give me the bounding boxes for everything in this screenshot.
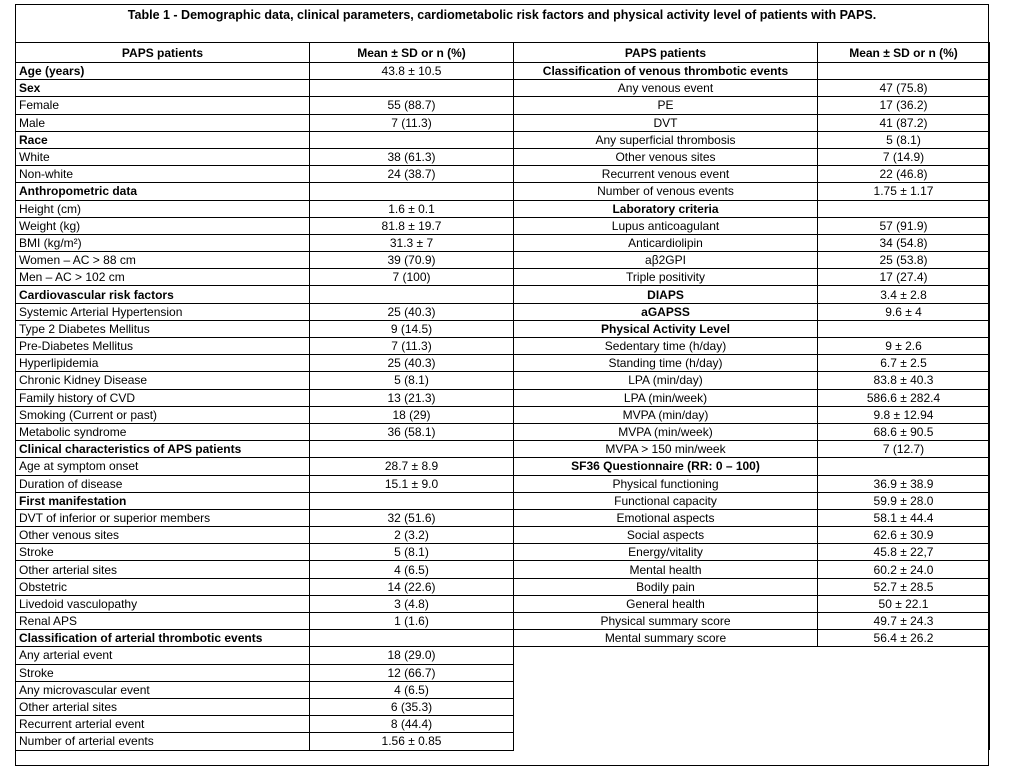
row-value-right: 3.4 ± 2.8 xyxy=(818,286,990,303)
row-value-right xyxy=(818,664,990,681)
row-value-right: 25 (53.8) xyxy=(818,252,990,269)
row-label-left: Family history of CVD xyxy=(16,389,310,406)
table-row xyxy=(16,114,990,131)
row-label-left: Cardiovascular risk factors xyxy=(16,286,310,303)
row-label-right xyxy=(514,664,818,681)
row-label-right: MVPA (min/week) xyxy=(514,423,818,440)
row-label-right: Number of venous events xyxy=(514,183,818,200)
table-row xyxy=(16,148,990,165)
row-value-right: 41 (87.2) xyxy=(818,114,990,131)
row-label-left: Clinical characteristics of APS patients xyxy=(16,441,310,458)
row-value-left: 36 (58.1) xyxy=(310,423,514,440)
row-value-right xyxy=(818,63,990,80)
table-row xyxy=(16,441,990,458)
row-label-left: Other arterial sites xyxy=(16,698,310,715)
table-row xyxy=(16,423,990,440)
row-value-right: 58.1 ± 44.4 xyxy=(818,509,990,526)
row-label-right xyxy=(514,733,818,750)
row-label-left: Height (cm) xyxy=(16,200,310,217)
row-value-right: 22 (46.8) xyxy=(818,166,990,183)
row-value-left: 14 (22.6) xyxy=(310,578,514,595)
row-label-right: Social aspects xyxy=(514,527,818,544)
row-value-right: 7 (12.7) xyxy=(818,441,990,458)
table-row xyxy=(16,320,990,337)
row-value-right: 57 (91.9) xyxy=(818,217,990,234)
row-value-left: 7 (11.3) xyxy=(310,338,514,355)
row-value-left: 28.7 ± 8.9 xyxy=(310,458,514,475)
table-row xyxy=(16,492,990,509)
table-row xyxy=(16,698,990,715)
row-label-right: Sedentary time (h/day) xyxy=(514,338,818,355)
row-value-right: 50 ± 22.1 xyxy=(818,595,990,612)
row-value-left: 5 (8.1) xyxy=(310,372,514,389)
row-value-right xyxy=(818,698,990,715)
demographics-table xyxy=(15,42,990,751)
row-label-right: DIAPS xyxy=(514,286,818,303)
table-row xyxy=(16,681,990,698)
table-row xyxy=(16,80,990,97)
row-value-right: 83.8 ± 40.3 xyxy=(818,372,990,389)
row-value-right: 62.6 ± 30.9 xyxy=(818,527,990,544)
row-label-right: Lupus anticoagulant xyxy=(514,217,818,234)
row-value-left xyxy=(310,441,514,458)
table-row xyxy=(16,63,990,80)
row-label-left: Systemic Arterial Hypertension xyxy=(16,303,310,320)
table-row xyxy=(16,544,990,561)
row-value-right: 45.8 ± 22,7 xyxy=(818,544,990,561)
row-label-left: Renal APS xyxy=(16,613,310,630)
row-label-right: MVPA > 150 min/week xyxy=(514,441,818,458)
row-value-left: 18 (29) xyxy=(310,406,514,423)
row-value-right xyxy=(818,716,990,733)
row-value-left: 31.3 ± 7 xyxy=(310,234,514,251)
row-value-left: 2 (3.2) xyxy=(310,527,514,544)
table-row xyxy=(16,458,990,475)
row-value-right: 17 (36.2) xyxy=(818,97,990,114)
row-label-right: Bodily pain xyxy=(514,578,818,595)
row-value-right: 68.6 ± 90.5 xyxy=(818,423,990,440)
row-value-right xyxy=(818,647,990,664)
row-value-right: 60.2 ± 24.0 xyxy=(818,561,990,578)
table-row xyxy=(16,389,990,406)
table-row xyxy=(16,234,990,251)
table-row xyxy=(16,355,990,372)
row-value-left: 18 (29.0) xyxy=(310,647,514,664)
row-label-right: Mental health xyxy=(514,561,818,578)
table-row xyxy=(16,578,990,595)
row-label-right: Physical functioning xyxy=(514,475,818,492)
row-label-left: Men – AC > 102 cm xyxy=(16,269,310,286)
row-label-right: Recurrent venous event xyxy=(514,166,818,183)
row-value-right xyxy=(818,320,990,337)
row-label-right: Anticardiolipin xyxy=(514,234,818,251)
row-value-left: 1.6 ± 0.1 xyxy=(310,200,514,217)
row-label-left: Smoking (Current or past) xyxy=(16,406,310,423)
row-label-right xyxy=(514,681,818,698)
header-left-value: Mean ± SD or n (%) xyxy=(310,43,514,63)
row-value-left: 43.8 ± 10.5 xyxy=(310,63,514,80)
row-value-left xyxy=(310,492,514,509)
row-value-left: 6 (35.3) xyxy=(310,698,514,715)
row-label-right: Any superficial thrombosis xyxy=(514,131,818,148)
row-label-right xyxy=(514,698,818,715)
row-label-left: Chronic Kidney Disease xyxy=(16,372,310,389)
table-row xyxy=(16,664,990,681)
row-label-left: Metabolic syndrome xyxy=(16,423,310,440)
row-label-left: Stroke xyxy=(16,664,310,681)
table-row xyxy=(16,303,990,320)
table-row xyxy=(16,183,990,200)
row-label-left: Age (years) xyxy=(16,63,310,80)
row-label-right: MVPA (min/day) xyxy=(514,406,818,423)
row-value-left xyxy=(310,131,514,148)
row-value-left xyxy=(310,630,514,647)
table-header-row xyxy=(16,43,990,63)
table-row xyxy=(16,630,990,647)
row-value-left: 7 (11.3) xyxy=(310,114,514,131)
row-label-right: LPA (min/day) xyxy=(514,372,818,389)
row-value-right xyxy=(818,681,990,698)
row-value-left: 38 (61.3) xyxy=(310,148,514,165)
row-value-left: 39 (70.9) xyxy=(310,252,514,269)
row-label-right: Functional capacity xyxy=(514,492,818,509)
row-label-right: Energy/vitality xyxy=(514,544,818,561)
row-label-left: Obstetric xyxy=(16,578,310,595)
row-value-left xyxy=(310,286,514,303)
row-label-right: Emotional aspects xyxy=(514,509,818,526)
table-row xyxy=(16,166,990,183)
row-value-right: 49.7 ± 24.3 xyxy=(818,613,990,630)
table-row xyxy=(16,200,990,217)
table-row xyxy=(16,252,990,269)
row-label-right: General health xyxy=(514,595,818,612)
row-label-right: Triple positivity xyxy=(514,269,818,286)
row-value-right xyxy=(818,200,990,217)
table-body xyxy=(16,63,990,751)
row-value-left: 25 (40.3) xyxy=(310,303,514,320)
row-label-right: Standing time (h/day) xyxy=(514,355,818,372)
row-label-left: Pre-Diabetes Mellitus xyxy=(16,338,310,355)
row-value-left: 24 (38.7) xyxy=(310,166,514,183)
row-value-right xyxy=(818,458,990,475)
table-row xyxy=(16,475,990,492)
row-value-right: 9.8 ± 12.94 xyxy=(818,406,990,423)
row-value-right: 1.75 ± 1.17 xyxy=(818,183,990,200)
row-value-left: 1.56 ± 0.85 xyxy=(310,733,514,750)
table-row xyxy=(16,131,990,148)
row-label-right: DVT xyxy=(514,114,818,131)
row-value-right: 6.7 ± 2.5 xyxy=(818,355,990,372)
row-label-left: Female xyxy=(16,97,310,114)
row-value-left xyxy=(310,183,514,200)
row-value-right: 59.9 ± 28.0 xyxy=(818,492,990,509)
table-row xyxy=(16,286,990,303)
row-value-left: 25 (40.3) xyxy=(310,355,514,372)
row-label-left: Age at symptom onset xyxy=(16,458,310,475)
row-label-right: aGAPSS xyxy=(514,303,818,320)
row-value-left: 15.1 ± 9.0 xyxy=(310,475,514,492)
row-label-left: Race xyxy=(16,131,310,148)
row-value-left: 32 (51.6) xyxy=(310,509,514,526)
row-label-left: Number of arterial events xyxy=(16,733,310,750)
row-label-left: Duration of disease xyxy=(16,475,310,492)
row-label-right: aβ2GPI xyxy=(514,252,818,269)
row-value-left: 3 (4.8) xyxy=(310,595,514,612)
header-left-label: PAPS patients xyxy=(16,43,310,63)
row-value-right: 5 (8.1) xyxy=(818,131,990,148)
row-label-right: Any venous event xyxy=(514,80,818,97)
row-label-right: Classification of venous thrombotic events xyxy=(514,63,818,80)
row-label-left: Any microvascular event xyxy=(16,681,310,698)
row-value-right: 36.9 ± 38.9 xyxy=(818,475,990,492)
row-label-left: Other arterial sites xyxy=(16,561,310,578)
row-label-left: Non-white xyxy=(16,166,310,183)
row-value-left: 5 (8.1) xyxy=(310,544,514,561)
table-row xyxy=(16,406,990,423)
table-row xyxy=(16,595,990,612)
table-title: Table 1 - Demographic data, clinical parameters, cardiometabolic risk factors and physical activity level of patients with PAPS. xyxy=(127,8,877,22)
row-label-right xyxy=(514,647,818,664)
row-value-right: 47 (75.8) xyxy=(818,80,990,97)
table-row xyxy=(16,509,990,526)
table-row xyxy=(16,527,990,544)
row-value-right: 34 (54.8) xyxy=(818,234,990,251)
row-label-left: DVT of inferior or superior members xyxy=(16,509,310,526)
table-row xyxy=(16,338,990,355)
row-label-right: Physical Activity Level xyxy=(514,320,818,337)
row-value-left: 8 (44.4) xyxy=(310,716,514,733)
row-value-left: 7 (100) xyxy=(310,269,514,286)
row-value-left: 81.8 ± 19.7 xyxy=(310,217,514,234)
table-row xyxy=(16,269,990,286)
row-label-right: LPA (min/week) xyxy=(514,389,818,406)
row-label-left: Other venous sites xyxy=(16,527,310,544)
row-value-right: 7 (14.9) xyxy=(818,148,990,165)
row-value-right xyxy=(818,733,990,750)
row-label-left: Anthropometric data xyxy=(16,183,310,200)
header-right-value: Mean ± SD or n (%) xyxy=(818,43,990,63)
row-label-right: Physical summary score xyxy=(514,613,818,630)
row-label-left: Any arterial event xyxy=(16,647,310,664)
row-label-left: Livedoid vasculopathy xyxy=(16,595,310,612)
row-value-left: 1 (1.6) xyxy=(310,613,514,630)
row-value-left: 55 (88.7) xyxy=(310,97,514,114)
row-label-left: Weight (kg) xyxy=(16,217,310,234)
row-label-left: Women – AC > 88 cm xyxy=(16,252,310,269)
row-label-left: Male xyxy=(16,114,310,131)
row-value-right: 17 (27.4) xyxy=(818,269,990,286)
row-value-left: 9 (14.5) xyxy=(310,320,514,337)
row-label-right: PE xyxy=(514,97,818,114)
row-label-left: BMI (kg/m²) xyxy=(16,234,310,251)
row-label-right: Mental summary score xyxy=(514,630,818,647)
row-value-left: 4 (6.5) xyxy=(310,561,514,578)
row-label-left: Recurrent arterial event xyxy=(16,716,310,733)
row-value-right: 9.6 ± 4 xyxy=(818,303,990,320)
table-row xyxy=(16,733,990,750)
table-row xyxy=(16,97,990,114)
row-value-right: 586.6 ± 282.4 xyxy=(818,389,990,406)
row-value-left: 13 (21.3) xyxy=(310,389,514,406)
row-label-right: Other venous sites xyxy=(514,148,818,165)
row-label-left: Stroke xyxy=(16,544,310,561)
row-label-left: First manifestation xyxy=(16,492,310,509)
table-row xyxy=(16,372,990,389)
row-label-left: Sex xyxy=(16,80,310,97)
row-label-right: Laboratory criteria xyxy=(514,200,818,217)
header-right-label: PAPS patients xyxy=(514,43,818,63)
table-row xyxy=(16,613,990,630)
row-value-left: 12 (66.7) xyxy=(310,664,514,681)
row-value-right: 56.4 ± 26.2 xyxy=(818,630,990,647)
row-label-right: SF36 Questionnaire (RR: 0 – 100) xyxy=(514,458,818,475)
row-value-left: 4 (6.5) xyxy=(310,681,514,698)
table-row xyxy=(16,561,990,578)
row-label-left: Type 2 Diabetes Mellitus xyxy=(16,320,310,337)
table-row xyxy=(16,647,990,664)
row-label-left: Hyperlipidemia xyxy=(16,355,310,372)
table-row xyxy=(16,716,990,733)
row-value-right: 52.7 ± 28.5 xyxy=(818,578,990,595)
row-value-left xyxy=(310,80,514,97)
table-row xyxy=(16,217,990,234)
row-label-left: White xyxy=(16,148,310,165)
row-label-right xyxy=(514,716,818,733)
row-value-right: 9 ± 2.6 xyxy=(818,338,990,355)
row-label-left: Classification of arterial thrombotic events xyxy=(16,630,310,647)
